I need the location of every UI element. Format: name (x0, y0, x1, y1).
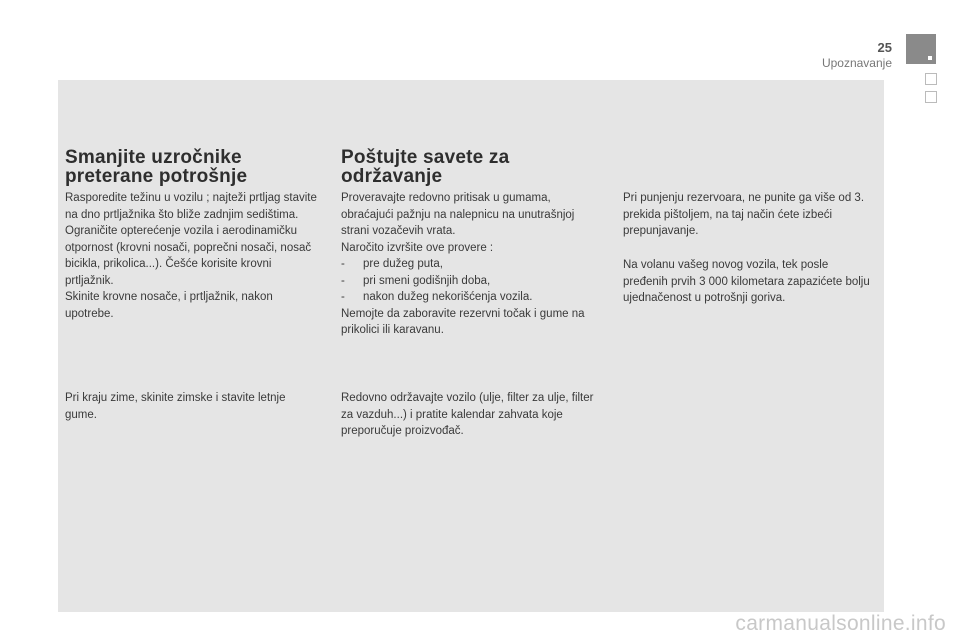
left-heading-line2: preterane potrošnje (65, 166, 248, 187)
middle-heading (341, 148, 603, 186)
left-paragraph-2: Ograničite opterećenje vozila i aerodinamičku otpornost (krovni nosači, poprečni nosači, nosač bicikla, prikolica...). Češće korisite krovni prtljažnik. (65, 225, 312, 287)
left-text-block (65, 190, 317, 322)
check-list (341, 256, 603, 306)
list-item-text: nakon dužeg nekorišćenja vozila. (363, 291, 533, 303)
page-number: 25 (877, 40, 892, 55)
left-paragraph-1: Rasporedite težinu u vozilu ; najteži prtljag stavite na dno prtljažnika što bliže zadnjim sedištima. (65, 192, 317, 221)
left-heading (65, 148, 317, 186)
list-item-text: pri smeni godišnjih doba, (363, 274, 491, 287)
list-item (341, 289, 603, 306)
chapter-title: Upoznavanje (821, 56, 892, 70)
list-item (341, 256, 603, 273)
square-marker-icon (928, 56, 932, 60)
right-paragraph-2: Na volanu vašeg novog vozila, tek posle pređenih prvih 3 000 kilometara zapazićete bolju ujednačenost u potrošnji goriva. (623, 259, 870, 304)
chapter-tab-active[interactable] (906, 34, 936, 64)
list-item (341, 273, 603, 290)
middle-text-block (341, 190, 603, 339)
list-dash: - (341, 274, 345, 287)
list-item-text: pre dužeg puta, (363, 258, 443, 270)
middle-heading-line2: održavanje (341, 166, 443, 187)
middle-paragraph-2: Naročito izvršite ove provere : (341, 241, 494, 254)
list-dash: - (341, 291, 345, 303)
chapter-tab-3[interactable] (925, 91, 937, 103)
middle-paragraph-4: Redovno održavajte vozilo (ulje, filter za ulje, filter za vazduh...) i pratite kalendar zahvata koje preporučuje proizvođač. (341, 392, 594, 437)
middle-paragraph-3: Nemojte da zaboravite rezervni točak i gume na prikolici ili karavanu. (341, 307, 585, 336)
list-dash: - (341, 258, 345, 270)
chapter-tab-2[interactable] (925, 73, 937, 85)
middle-paragraph-1: Proveravajte redovno pritisak u gumama, obraćajući pažnju na nalepnicu na unutrašnjoj strani vozačevih vrata. (341, 192, 575, 237)
middle-heading-line1: Poštujte savete za (341, 147, 510, 168)
left-heading-line1: Smanjite uzročnike (65, 147, 242, 168)
content-panel (58, 80, 884, 612)
left-paragraph-4: Pri kraju zime, skinite zimske i stavite letnje gume. (65, 392, 286, 421)
right-paragraph-1: Pri punjenju rezervoara, ne punite ga više od 3. prekida pištoljem, na taj način ćete izbeći prepunjavanje. (623, 192, 865, 237)
watermark: carmanualsonline.info (735, 612, 946, 635)
left-paragraph-3: Skinite krovne nosače, i prtljažnik, nakon upotrebe. (65, 291, 273, 320)
